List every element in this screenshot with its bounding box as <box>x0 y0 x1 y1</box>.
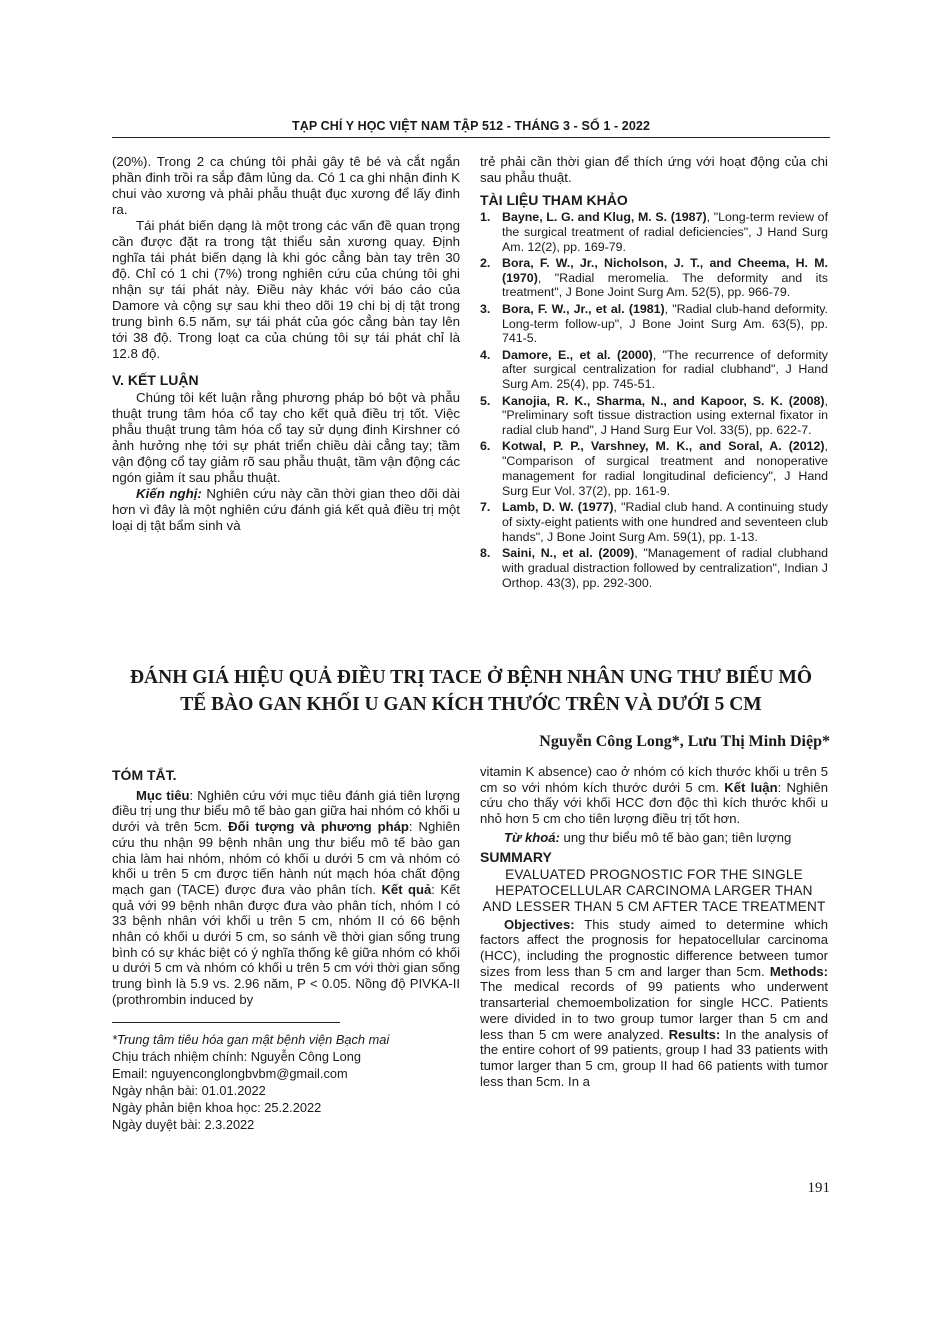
title-line: ĐÁNH GIÁ HIỆU QUẢ ĐIỀU TRỊ TACE Ở BỆNH NHÂN UNG THƯ BIỂU MÔ <box>129 667 813 688</box>
reference-item: 7. Lamb, D. W. (1977), "Radial club hand. A continuing study of sixty-eight patients with one hundred and seventeen club hands", J Bone Joint Surg Am. 59(1), pp. 1-13. <box>480 500 828 544</box>
page-number: 191 <box>807 1180 830 1196</box>
affiliation: *Trung tâm tiêu hóa gan mật bệnh viện Bạch mai <box>112 1031 390 1047</box>
bottom-left-column <box>112 764 460 1133</box>
recommendation-label: Kiến nghị: <box>136 486 202 501</box>
reference-list <box>480 210 828 590</box>
review-date: Ngày phản biện khoa học: 25.2.2022 <box>112 1099 322 1115</box>
footnote-rule <box>112 1022 340 1023</box>
header-rule <box>112 137 830 138</box>
reference-item: 2. Bora, F. W., Jr., Nicholson, J. T., and Cheema, H. M. (1970), "Radial meromelia. The deformity and its treatment", J Bone Joint Surg Am. 52(5), pp. 966-79. <box>480 255 828 300</box>
abstract-text: vitamin K absence) cao ở nhóm có kích thước khối u trên 5 cm so với nhóm kích thước dưới 5 cm. Kết luận: Nghiên cứu cho thấy với khối HCC đơn độc thì kích thước khối u nhỏ hơn 5 cm cho tiên lượng điều trị tốt hơn. <box>480 764 828 827</box>
keywords: Từ khoá: ung thư biểu mô tế bào gan; tiên lượng <box>504 829 792 845</box>
footnote <box>112 1031 460 1133</box>
reference-item: 1. Bayne, L. G. and Klug, M. S. (1987), "Long-term review of the surgical treatment of radial deficiencies", J Hand Surg Am. 12(2), pp. 169-79. <box>480 210 829 254</box>
accepted-date: Ngày duyệt bài: 2.3.2022 <box>112 1116 255 1132</box>
top-left-column <box>112 154 460 534</box>
reference-item: 8. Saini, N., et al. (2009), "Management of radial clubhand with gradual distraction followed by centralization", Indian J Orthop. 43(3), pp. 292-300. <box>480 546 829 590</box>
bottom-right-column <box>480 764 828 1089</box>
authors: Nguyễn Công Long*, Lưu Thị Minh Diệp* <box>539 733 830 750</box>
top-right-column <box>480 154 828 592</box>
paragraph: Chúng tôi kết luận rằng phương pháp bó bột và phẫu thuật trung tâm hóa cổ tay cho kết quả điều trị tốt. Việc phẫu thuật trung tâm hóa cổ tay sử dụng đinh Kirshner có ảnh hưởng nhẹ tới sự phát triển chiều dài cẳng tay; tầm vận động cổ tay giảm rõ sau phẫu thuật, tầm vận động các ngón giảm ít sau phẫu thuật. <box>112 390 460 485</box>
email: Email: nguyenconglongbvbm@gmail.com <box>112 1065 348 1081</box>
summary-text: Objectives: This study aimed to determine which factors affect the prognosis for hepatocellular carcinoma (HCC), including the prognostic difference between tumor sizes from less than 5 cm and larger than 5cm. Methods: The medical records of 99 patients who underwent transarterial chemoembolization for single HCC. Patients were divided in to two group tumor larger than 5 cm and less than 5 cm were analyzed. Results: In the analysis of the entire cohort of 99 patients, group I had 33 patients with tumor larger than 5 cm, group II had 66 patients with tumor less than 5cm. In a <box>480 916 828 1089</box>
paragraph: trẻ phải cần thời gian để thích ứng với hoạt động của chi sau phẫu thuật. <box>480 154 828 185</box>
abstract-heading: TÓM TẮT. <box>112 767 177 783</box>
title-line: TẾ BÀO GAN KHỐI U GAN KÍCH THƯỚC TRÊN VÀ DƯỚI 5 CM <box>180 694 762 715</box>
running-head: TẠP CHÍ Y HỌC VIỆT NAM TẬP 512 - THÁNG 3 - SỐ 1 - 2022 <box>291 119 651 133</box>
abstract-text: Mục tiêu: Nghiên cứu với mục tiêu đánh giá tiên lượng điều trị ung thư biểu mô tế bào gan giữa hai nhóm có khối u dưới và trên 5cm. Đối tượng và phương pháp: Nghiên cứu thu nhận 99 bệnh nhân ung thư biểu mô tế bào gan chia làm hai nhóm, nhóm có khối u dưới 5 cm và nhóm có khối u trên 5 cm được tiến hành nút mạch hóa chất động mạch gan (TACE) được đưa vào phân tích. Kết quả: Kết quả với 99 bệnh nhân được đưa vào phân tích, nhóm I có 33 bệnh nhân với khối u trên 5 cm, nhóm II có 66 bệnh nhân có khối u dưới 5 cm, so sánh về thời gian sống trung bình có sự khác biệt có ý nghĩa thống kê giữa nhóm có khối u dưới 5 cm và nhóm có khối u trên 5 cm với thời gian sống trung bình là 5.9 vs. 2.96 năm, P < 0.05. Nồng độ PIVKA-II (prothrombin induced by <box>112 787 461 1007</box>
paragraph <box>112 486 460 534</box>
references-heading: TÀI LIỆU THAM KHẢO <box>480 192 628 208</box>
reference-item: 3. Bora, F. W., Jr., et al. (1981), "Radial club-hand deformity. Long-term follow-up", J Bone Joint Surg Am. 63(5), pp. 741-5. <box>480 301 828 346</box>
reference-item: 4. Damore, E., et al. (2000), "The recurrence of deformity after surgical centralization for radial clubhand", J Hand Surg Am. 25(4), pp. 745-51. <box>480 347 828 392</box>
paragraph: (20%). Trong 2 ca chúng tôi phải gây tê bé và cắt ngắn phần đinh trồi ra sắp đâm lủng da. Có 1 ca ghi nhận đinh K chui vào xương và phải phẫu thuật đục xương để lấy đinh ra. <box>112 154 460 217</box>
summary-title: EVALUATED PROGNOSTIC FOR THE SINGLE HEPATOCELLULAR CARCINOMA LARGER THAN AND LESSER THAN 5 CM AFTER TACE TREATMENT <box>482 867 826 914</box>
section-heading: V. KẾT LUẬN <box>112 372 199 388</box>
paragraph: Tái phát biến dạng là một trong các vấn đề quan trọng cần được đặt ra trong tật thiểu sản xương quay. Định nghĩa tái phát biến dạng là khi góc cẳng bàn tay trên 30 độ. Chỉ có 1 chi (7%) trong nghiên cứu của chúng tôi ghi nhận sự tái phát này. Điều này khác với báo cáo của Damore và cộng sự sau khi theo dõi 19 chi bị dị tật trong trung bình 6.5 năm, sự tái phát của góc cẳng bàn tay lên tới 38 độ. Trong loạt ca của chúng tôi sự tái phát chỉ là 12.8 độ. <box>112 218 460 361</box>
responsible-author: Chịu trách nhiệm chính: Nguyễn Công Long <box>112 1048 361 1064</box>
article-title <box>100 664 842 718</box>
recommendation-text: Nghiên cứu này cần thời gian theo dõi dài hơn vì đây là một nghiên cứu đánh giá kết quả điều trị một loại dị tật bẩm sinh và <box>112 486 461 533</box>
reference-item: 5. Kanojia, R. K., Sharma, N., and Kapoor, S. K. (2008), "Preliminary soft tissue distraction using external fixator in radial club hand", J Hand Surg Eur Vol. 33(5), pp. 622-7. <box>480 393 828 438</box>
received-date: Ngày nhận bài: 01.01.2022 <box>112 1082 266 1098</box>
reference-item: 6. Kotwal, P. P., Varshney, M. K., and Soral, A. (2012), "Comparison of surgical treatment and nonoperative management for radial longitudinal deficiency", J Hand Surg Eur Vol. 37(2), pp. 161-9. <box>480 439 828 498</box>
summary-heading: SUMMARY <box>480 848 552 865</box>
